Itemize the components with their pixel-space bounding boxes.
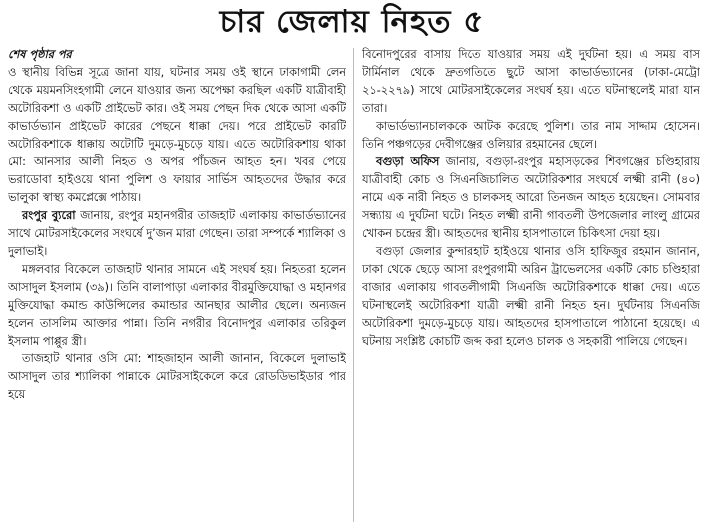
paragraph: কাভার্ডভ্যানচালককে আটক করেছে পুলিশ। তার নাম সাদ্দাম হোসেন। তিনি পঞ্চগড়ের দেবীগঞ্জের ওলিয়ার রহমানের ছেলে।	[362, 119, 700, 151]
paragraph	[362, 153, 700, 243]
paragraph	[8, 207, 346, 261]
bureau-lead: রংপুর ব্যুরো	[22, 209, 76, 223]
paragraph: মঙ্গলবার বিকেলে তাজহাট থানার সামনে এই সংঘর্ষ হয়। নিহতরা হলেন আসাদুল ইসলাম (৩৯)। তিনি বালাপাড়া এলাকার বীরমুক্তিযোদ্ধা ও মহানগর মুক্তিযোদ্ধা কমান্ড কাউন্সিলের কমান্ডার আনছার আলীর ছেলে। অন্যজন হলেন তাসলিম আক্তার পান্না। তিনি নগরীর বিনোদপুর এলাকার তরিকুল ইসলাম পাপ্পুর স্ত্রী।	[8, 262, 346, 348]
column-divider	[353, 48, 354, 522]
paragraph: বগুড়া জেলার কুন্দারহাট হাইওয়ে থানার ওসি হাফিজুর রহমান জানান, ঢাকা থেকে ছেড়ে আসা রংপুরগামী অরিন ট্রাভেলসের একটি কোচ চণ্ডিহারা বাজার এলাকায় গাবতলীগামী সিএনজি অটোরিকশাকে ধাক্কা দেয়। এতে ঘটনাস্থলেই অটোরিকশা যাত্রী লক্ষ্মী রানী নিহত হন। দুর্ঘটনায় সিএনজি অটোরিকশা দুমড়ে-মুচড়ে যায়। আহতদের হাসপাতালে পাঠানো হয়েছে। এ ঘটনায় সংশ্লিষ্ট কোচটি জব্দ করা হলেও চালক ও সহকারী পালিয়ে গেছেন।	[362, 244, 700, 348]
continuation-kicker: শেষ পৃষ্ঠার পর	[8, 48, 72, 61]
paragraph-text: জানায়, বগুড়া-রংপুর মহাসড়কের শিবগঞ্জের চণ্ডিহারায় যাত্রীবাহী কোচ ও সিএনজিচালিত অটোরিকশার সংঘর্ষে লক্ষ্মী রানী (৪০) নামে এক নারী নিহত ও চালকসহ আরো তিনজন আহত হয়েছেন। সোমবার সন্ধ্যায় এ দুর্ঘটনা ঘটে। নিহত লক্ষ্মী রানী গাবতলী উপজেলার লাংলু গ্রামের খোকন চন্দ্রের স্ত্রী। আহতদের স্থানীয় হাসপাতালে চিকিৎসা দেয়া হয়।	[362, 155, 700, 241]
paragraph: ও স্থানীয় বিভিন্ন সূত্রে জানা যায়, ঘটনার সময় ওই স্থানে ঢাকাগামী লেন থেকে ময়মনসিংহগামী লেনে যাওয়ার জন্য অপেক্ষা করছিল একটি যাত্রীবাহী অটোরিকশা ও একটি প্রাইভেট কার। ওই সময় পেছন দিক থেকে আসা একটি কাভার্ডভ্যান প্রাইভেট কারের পেছনে ধাক্কা দেয়। পরে প্রাইভেট কারটি অটোরিকশাকে ধাক্কায় অটোটি দুমড়ে-মুচড়ে যায়। এতে অটোরিকশায় থাকা মো: আনসার আলী নিহত ও অপর পাঁচজন আহত হন। খবর পেয়ে ভরাডোবা হাইওয়ে থানা পুলিশ ও ফায়ার সার্ভিস আহতদের উদ্ধার করে ভালুকা স্বাস্থ্য কমপ্লেক্সে পাঠায়।	[8, 65, 346, 205]
article-column-left	[8, 46, 346, 526]
paragraph: তাজহাট থানার ওসি মো: শাহজাহান আলী জানান, বিকেলে দুলাভাই আসাদুল তার শ্যালিকা পান্নাকে মোটরসাইকেলে করে রোডডিভাইডার পার হয়ে	[8, 352, 346, 402]
paragraph: বিনোদপুরের বাসায় দিতে যাওয়ার সময় এই দুর্ঘটনা হয়। এ সময় বাস টার্মিনাল থেকে দ্রুতগতিতে ছুটে আসা কাভার্ডভ্যানের (ঢাকা-মেট্রো ২১-২২৭৯) সাথে মোটরসাইকেলের সংঘর্ষ হয়। এতে ঘটনাস্থলেই মারা যান তারা।	[362, 48, 700, 115]
headline: চার জেলায় নিহত ৫	[219, 4, 485, 40]
article-column-right	[362, 46, 700, 526]
paragraph-text: জানায়, রংপুর মহানগরীর তাজহাট এলাকায় কাভার্ডভ্যানের সাথে মোটরসাইকেলের সংঘর্ষে দু’জন মারা গেছেন। তারা সম্পর্কে শ্যালিকা ও দুলাভাই।	[8, 209, 346, 258]
bureau-lead: বগুড়া অফিস	[376, 155, 440, 169]
